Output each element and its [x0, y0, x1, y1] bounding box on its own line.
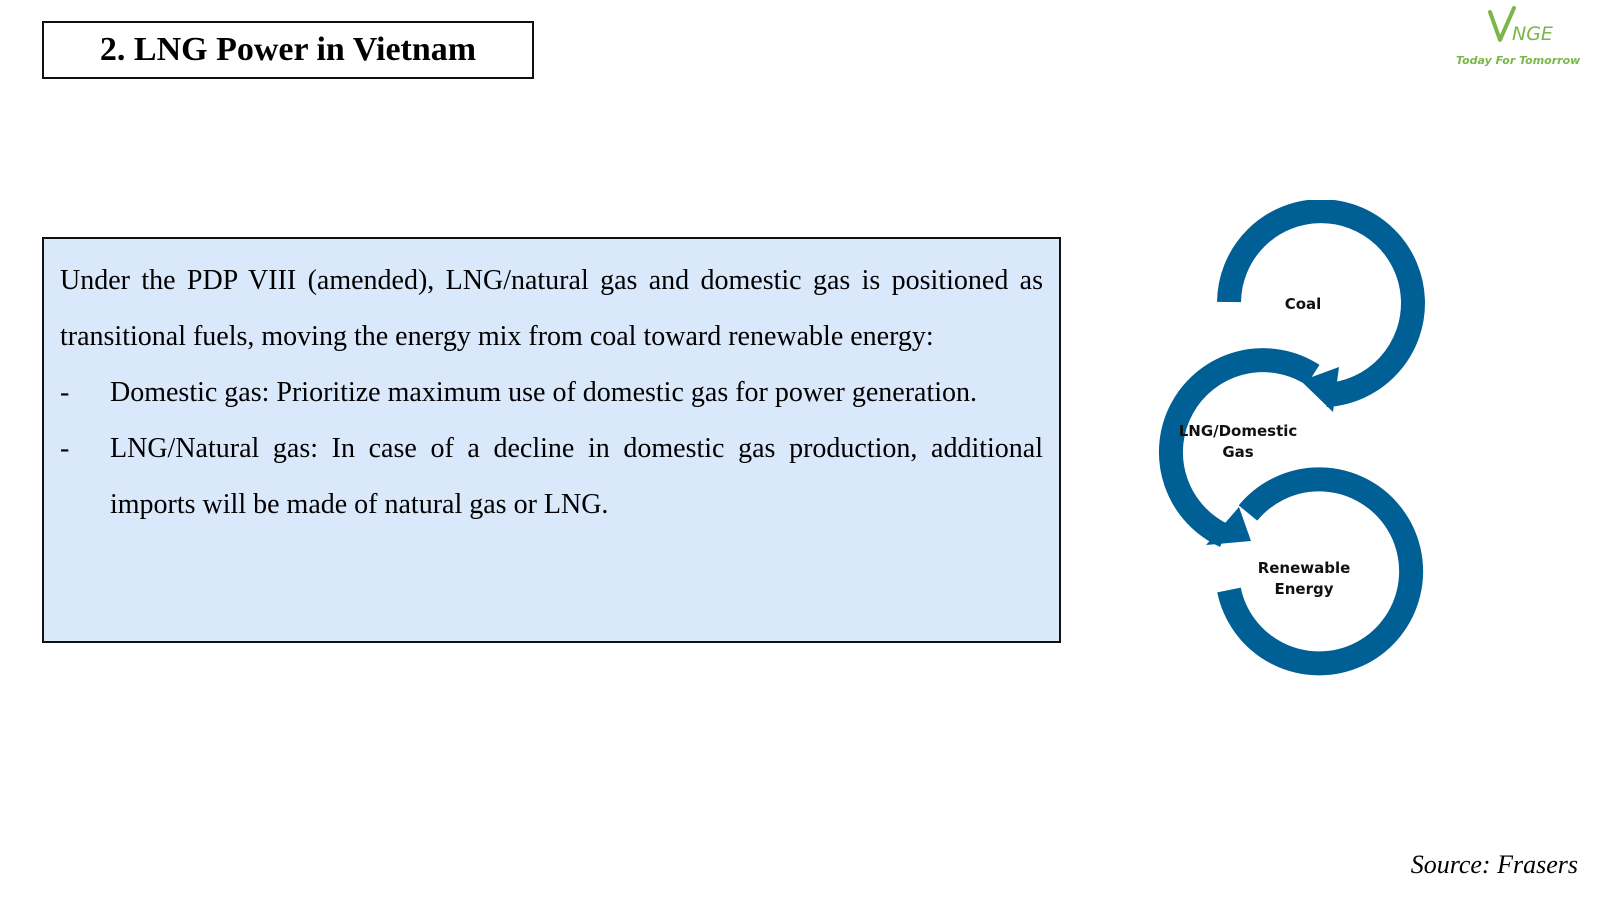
bullet-text: Domestic gas: Prioritize maximum use of domestic gas for power generation. — [110, 377, 978, 408]
energy-transition-diagram — [1150, 200, 1450, 700]
bullet-marker: - — [60, 433, 70, 464]
bullet-marker: - — [60, 377, 70, 408]
stage-label-coal: Coal — [1284, 295, 1322, 313]
stage-label-lng-domestic-gas-line2: Gas — [1222, 443, 1254, 461]
stage-label-lng-domestic-gas: LNG/Domestic — [1178, 422, 1298, 440]
stage-label-renewable-energy-line2: Energy — [1274, 580, 1334, 598]
source-citation: Source: Frasers — [1410, 850, 1578, 879]
bullet-text: LNG/Natural gas: In case of a decline in domestic gas production, additional imports will be made of natural gas or LNG. — [110, 433, 1043, 520]
svg-text:NGE: NGE — [1512, 23, 1553, 45]
bullet-lng-natural-gas — [60, 421, 1043, 533]
vnge-logo — [1440, 4, 1590, 74]
slide-title: 2. LNG Power in Vietnam — [99, 31, 477, 68]
content-box — [42, 237, 1061, 643]
logo-tagline: Today For Tomorrow — [1456, 54, 1581, 67]
intro-paragraph: Under the PDP VIII (amended), LNG/natural gas and domestic gas is positioned as transitional fuels, moving the energy mix from coal toward renewable energy: — [60, 265, 1043, 352]
vnge-logo-mark — [1484, 6, 1564, 48]
stage-label-renewable-energy: Renewable — [1257, 559, 1351, 577]
slide-title-box — [42, 21, 534, 79]
bullet-domestic-gas — [60, 365, 1043, 421]
